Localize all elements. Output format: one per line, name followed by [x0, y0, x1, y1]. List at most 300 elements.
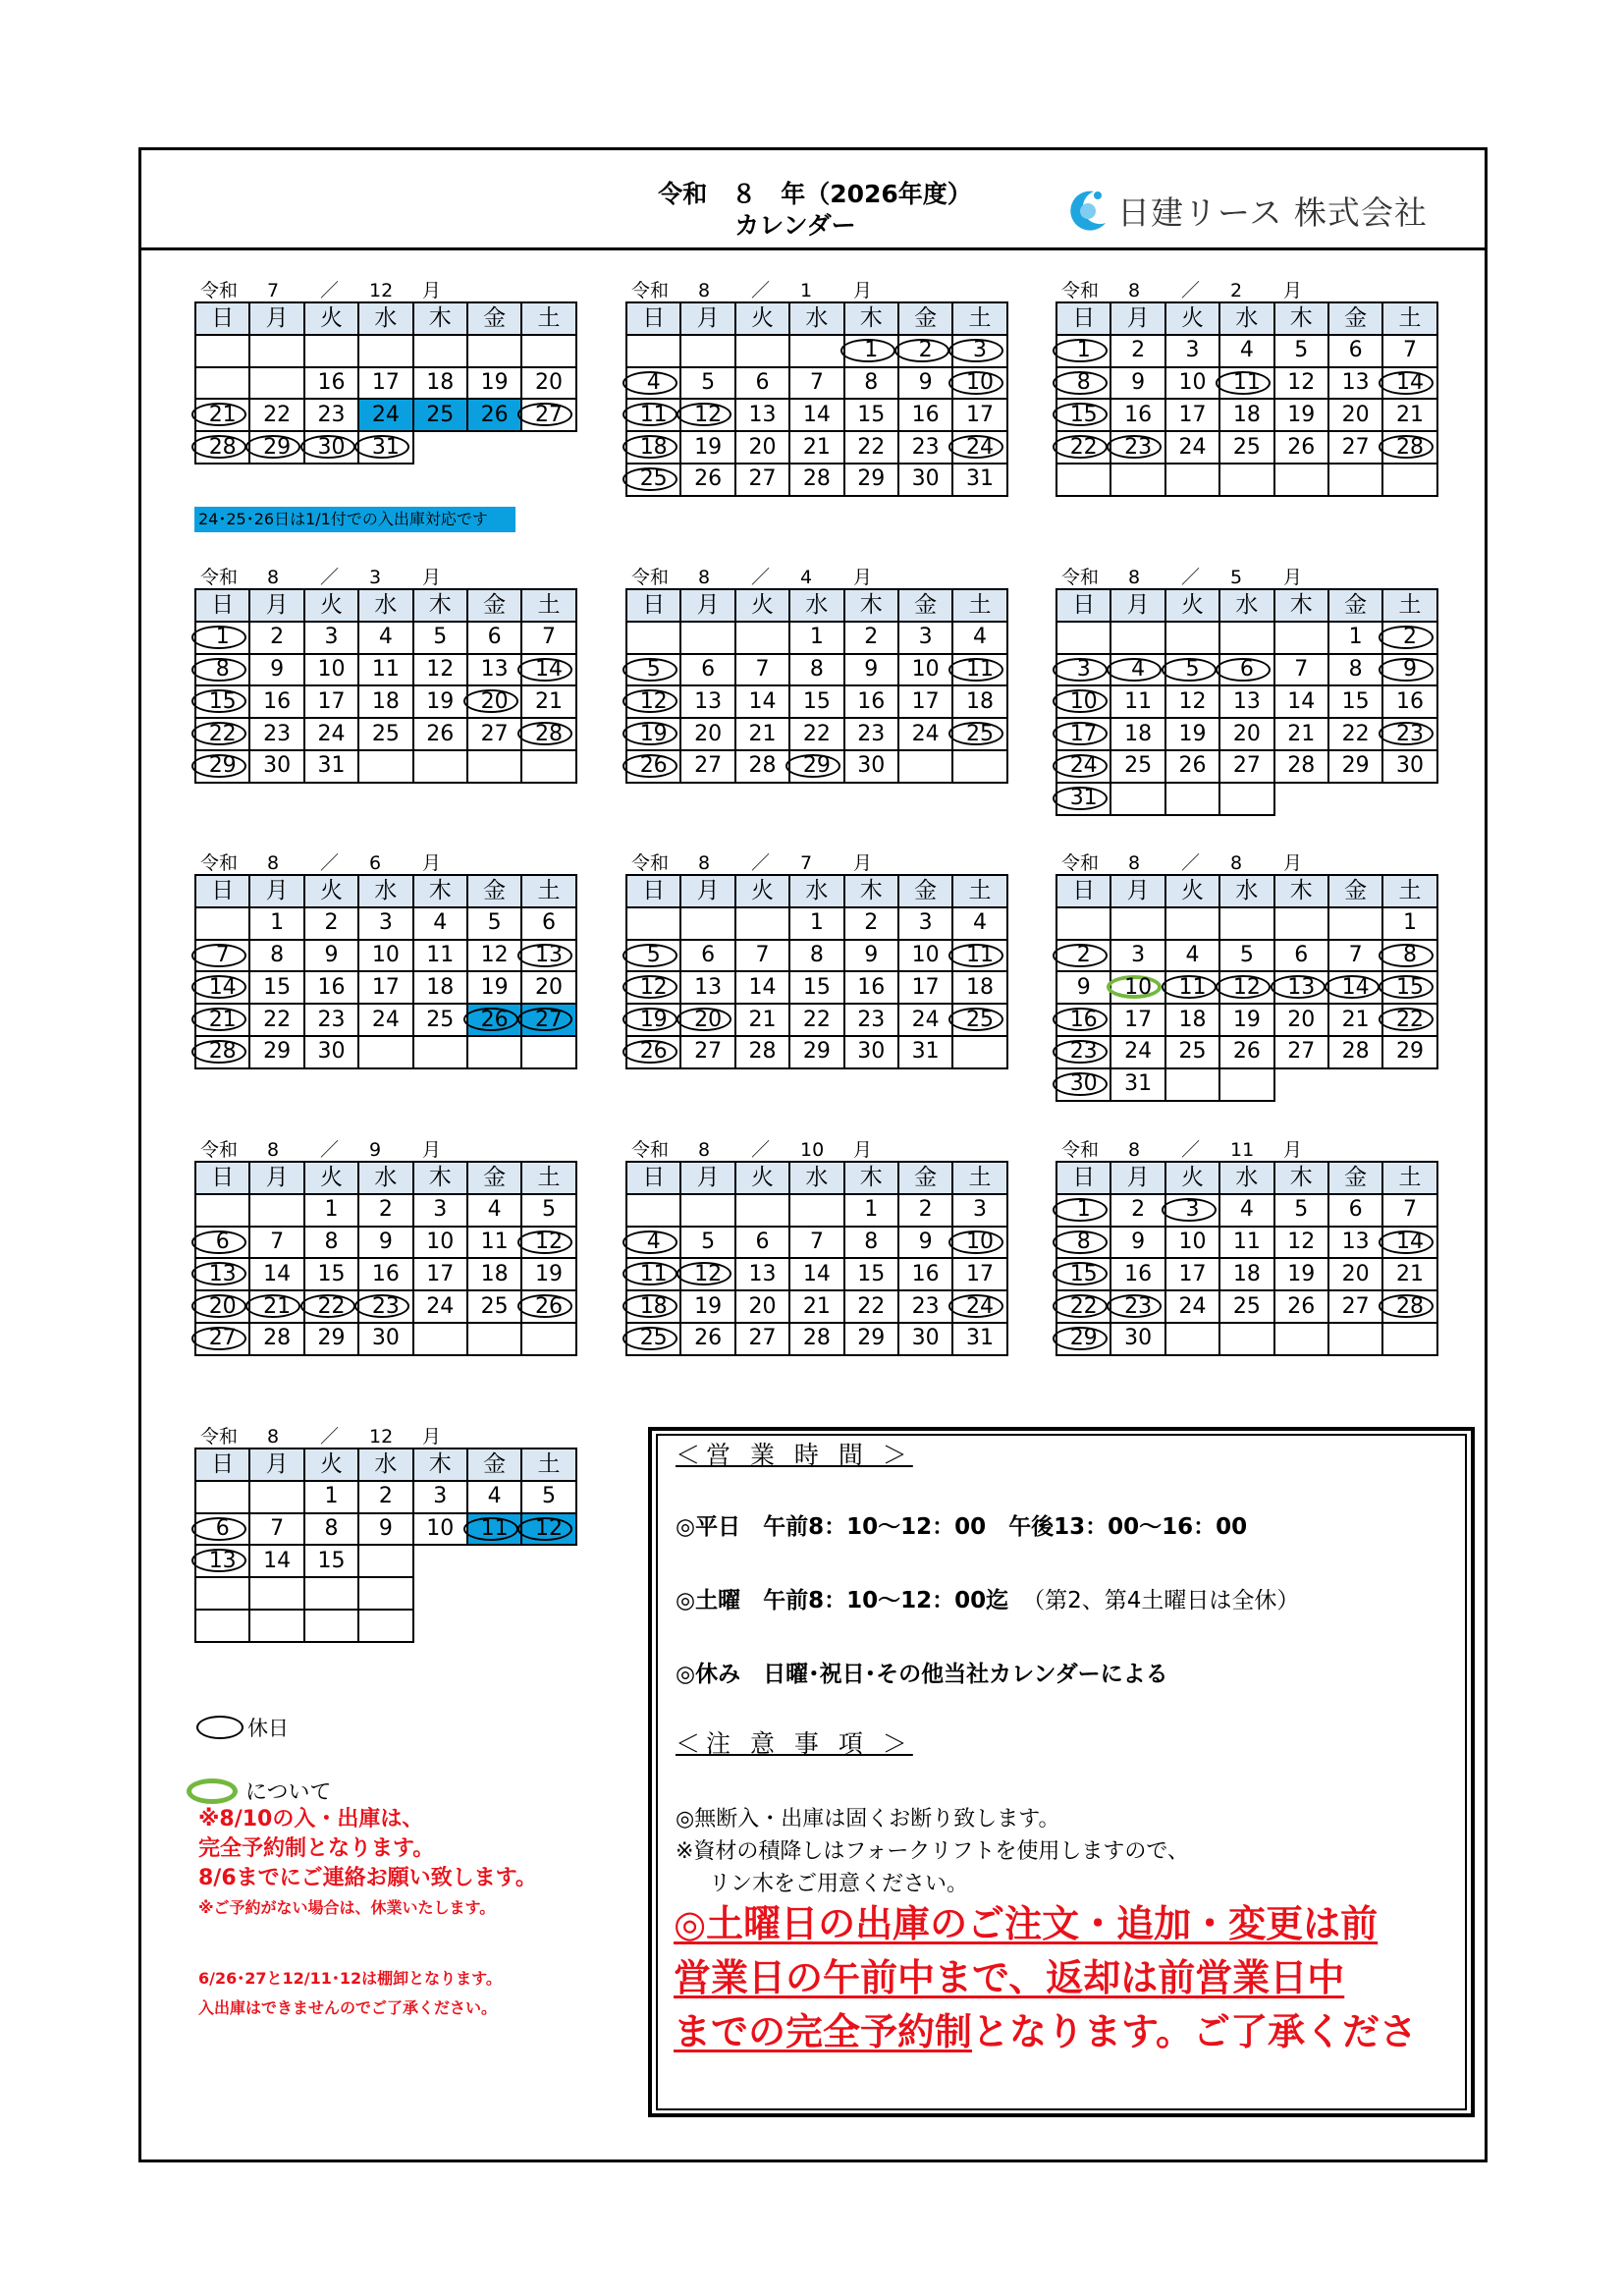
day-cell: [1382, 1290, 1436, 1323]
month-label-month: 6: [369, 852, 382, 874]
month-label-unit: 月: [422, 280, 442, 301]
day-cell: [735, 718, 789, 750]
day-cell: [898, 1227, 952, 1259]
day-number: 11: [639, 402, 668, 427]
day-number: 1: [324, 1197, 339, 1223]
weekday-header: 日: [195, 589, 249, 622]
weekday-header: 日: [626, 302, 680, 335]
day-cell: [413, 940, 467, 972]
day-number: 3: [973, 1197, 988, 1223]
day-cell: [304, 971, 358, 1004]
month-label-month: 3: [369, 567, 382, 588]
day-cell: [521, 940, 575, 972]
day-number: 25: [480, 1293, 509, 1319]
day-number: 8: [864, 1229, 879, 1254]
day-cell: [195, 335, 249, 367]
day-number: 19: [1287, 402, 1316, 427]
day-number: 2: [1403, 625, 1418, 650]
day-number: 26: [426, 721, 455, 746]
day-cell: [1328, 1227, 1382, 1259]
day-number: 19: [694, 434, 723, 460]
day-number: 5: [433, 625, 448, 650]
day-number: 17: [317, 688, 346, 714]
note-1: ◎無断入・出庫は固くお断り致します。: [676, 1807, 1060, 1831]
day-number: 18: [1232, 402, 1261, 427]
day-number: 22: [802, 1007, 831, 1032]
day-cell: [844, 335, 898, 367]
day-number: 14: [1396, 1229, 1425, 1254]
day-cell: [1110, 367, 1164, 400]
day-number: 27: [208, 1326, 237, 1351]
day-cell: [1110, 335, 1164, 367]
inventory-notes: [198, 1964, 630, 2023]
month-label: [625, 567, 1006, 588]
december-note: 24･25･26日は1/1付での入出庫対応です: [194, 507, 515, 532]
day-cell: [1219, 1258, 1273, 1290]
day-number: 15: [317, 1548, 346, 1573]
day-cell: [1219, 718, 1273, 750]
red-line-3b: となります。ご了承くださ: [972, 2010, 1417, 2053]
day-cell: [952, 1036, 1006, 1068]
day-number: 13: [748, 402, 777, 427]
day-number: 15: [208, 688, 237, 714]
month-label-year: 8: [267, 852, 280, 874]
day-number: 23: [263, 721, 292, 746]
day-number: 1: [1348, 625, 1363, 650]
day-cell: [249, 1004, 303, 1036]
day-number: 7: [809, 369, 824, 395]
month-label: [194, 852, 575, 874]
month-calendar: [625, 1139, 1006, 1356]
day-number: 17: [1178, 1261, 1207, 1286]
day-number: 11: [1124, 688, 1153, 714]
day-number: 9: [864, 942, 879, 967]
month-label-sep: ／: [751, 1139, 771, 1161]
day-cell: [898, 1258, 952, 1290]
month-calendar: [1056, 567, 1436, 816]
day-number: 12: [535, 1229, 564, 1254]
day-number: 19: [639, 1007, 668, 1032]
day-cell: [626, 718, 680, 750]
day-cell: [789, 750, 843, 783]
day-number: 23: [317, 1007, 346, 1032]
day-cell: [952, 335, 1006, 367]
day-number: 28: [802, 1326, 831, 1351]
day-cell: [521, 1004, 575, 1036]
day-cell: [1274, 1323, 1328, 1355]
day-number: 27: [480, 721, 509, 746]
weekday-header: 水: [789, 875, 843, 907]
day-cell: [735, 367, 789, 400]
month-label-sep: ／: [320, 1426, 340, 1448]
day-cell: [195, 971, 249, 1004]
day-cell: [304, 622, 358, 654]
day-number: 16: [317, 974, 346, 1000]
day-cell: [1328, 654, 1382, 686]
day-cell: [467, 685, 521, 718]
day-number: 13: [1287, 974, 1316, 1000]
weekday-header: 火: [1165, 875, 1219, 907]
day-number: 20: [748, 1293, 777, 1319]
day-cell: [1056, 1004, 1110, 1036]
weekday-header: 水: [358, 589, 412, 622]
day-number: 3: [1185, 338, 1200, 363]
day-cell: [1382, 971, 1436, 1004]
day-cell: [1274, 654, 1328, 686]
day-cell: [467, 1481, 521, 1513]
day-number: 17: [911, 688, 940, 714]
day-number: 5: [1239, 942, 1254, 967]
day-cell: [844, 750, 898, 783]
day-number: 9: [918, 1229, 933, 1254]
day-cell: [1274, 718, 1328, 750]
day-cell: [844, 1227, 898, 1259]
weekday-header: 日: [626, 875, 680, 907]
day-cell: [844, 907, 898, 940]
month-label-year: 8: [267, 1139, 280, 1161]
day-number: 14: [802, 402, 831, 427]
day-number: 29: [802, 753, 831, 779]
day-number: 12: [639, 688, 668, 714]
month-label-era: 令和: [1061, 1139, 1100, 1161]
day-cell: [898, 431, 952, 464]
day-cell: [249, 1323, 303, 1355]
day-number: 7: [542, 625, 557, 650]
weekday-header: 土: [521, 1162, 575, 1194]
weekday-header: 日: [1056, 302, 1110, 335]
day-cell: [521, 1577, 575, 1610]
day-cell: [898, 685, 952, 718]
day-cell: [1274, 750, 1328, 783]
day-cell: [626, 971, 680, 1004]
day-cell: [952, 750, 1006, 783]
day-number: 19: [1178, 721, 1207, 746]
day-cell: [249, 1227, 303, 1259]
day-cell: [521, 1258, 575, 1290]
day-number: 16: [317, 369, 346, 395]
day-cell: [358, 431, 412, 464]
day-cell: [735, 1258, 789, 1290]
day-number: 31: [966, 1326, 995, 1351]
day-number: 11: [426, 942, 455, 967]
day-number: 16: [911, 402, 940, 427]
day-cell: [735, 1036, 789, 1068]
day-number: 1: [864, 338, 879, 363]
day-cell: [1219, 940, 1273, 972]
day-number: 12: [1287, 1229, 1316, 1254]
day-cell: [304, 1610, 358, 1642]
day-number: 21: [802, 1293, 831, 1319]
day-number: 11: [1232, 1229, 1261, 1254]
day-cell: [735, 1290, 789, 1323]
month-calendar: [194, 1426, 575, 1643]
day-number: 23: [371, 1293, 400, 1319]
day-number: 18: [639, 434, 668, 460]
day-cell: [195, 1577, 249, 1610]
day-number: 30: [911, 1326, 940, 1351]
day-cell: [898, 335, 952, 367]
day-number: 30: [1396, 753, 1425, 779]
legend-green: [187, 1776, 332, 1806]
day-number: 16: [911, 1261, 940, 1286]
day-cell: [789, 1036, 843, 1068]
day-cell: [249, 1290, 303, 1323]
day-number: 3: [1076, 656, 1091, 682]
weekday-header: 木: [413, 1162, 467, 1194]
day-number: 16: [1124, 1261, 1153, 1286]
day-number: 5: [701, 1229, 716, 1254]
day-cell: [1056, 783, 1110, 815]
day-number: 16: [1396, 688, 1425, 714]
day-number: 20: [208, 1293, 237, 1319]
day-number: 4: [433, 910, 448, 936]
day-number: 29: [208, 753, 237, 779]
day-number: 1: [864, 1197, 879, 1223]
day-number: 23: [857, 721, 886, 746]
day-number: 16: [371, 1261, 400, 1286]
day-cell: [626, 1258, 680, 1290]
weekday-header: 月: [680, 875, 734, 907]
inventory-note-2: 入出庫はできませんのでご了承ください。: [198, 1998, 498, 2017]
day-number: 5: [542, 1197, 557, 1223]
day-number: 10: [966, 1229, 995, 1254]
hours-weekday: ◎平日 午前8：10～12：00 午後13：00～16：00: [676, 1514, 1248, 1540]
day-cell: [1056, 654, 1110, 686]
day-cell: [467, 335, 521, 367]
month-label-year: 8: [698, 280, 711, 301]
weekday-header: 木: [413, 875, 467, 907]
day-cell: [1056, 940, 1110, 972]
day-cell: [1056, 1036, 1110, 1068]
day-number: 19: [1232, 1007, 1261, 1032]
day-cell: [521, 431, 575, 464]
day-cell: [467, 1004, 521, 1036]
day-number: 25: [1232, 1293, 1261, 1319]
day-number: 4: [646, 369, 661, 395]
day-number: 4: [1131, 656, 1146, 682]
day-number: 20: [694, 1007, 723, 1032]
month-label-year: 8: [698, 567, 711, 588]
day-number: 10: [911, 656, 940, 682]
day-number: 29: [1396, 1039, 1425, 1065]
day-number: 8: [1076, 369, 1091, 395]
day-cell: [1382, 685, 1436, 718]
day-cell: [789, 1194, 843, 1227]
day-cell: [413, 367, 467, 400]
day-cell: [249, 1258, 303, 1290]
day-cell: [249, 1036, 303, 1068]
day-cell: [1056, 1258, 1110, 1290]
month-table: [194, 301, 577, 465]
weekday-header: 月: [680, 302, 734, 335]
day-cell: [249, 622, 303, 654]
day-number: 27: [1287, 1039, 1316, 1065]
day-cell: [1110, 1227, 1164, 1259]
day-cell: [1328, 464, 1382, 496]
day-cell: [1328, 622, 1382, 654]
day-cell: [358, 622, 412, 654]
day-cell: [1274, 464, 1328, 496]
day-number: 20: [535, 974, 564, 1000]
day-cell: [680, 1258, 734, 1290]
day-number: 10: [317, 656, 346, 682]
weekday-header: 月: [1110, 875, 1164, 907]
day-cell: [735, 1227, 789, 1259]
day-number: 21: [748, 721, 777, 746]
day-cell: [952, 1227, 1006, 1259]
day-number: 26: [1287, 434, 1316, 460]
weekday-header: 水: [358, 1162, 412, 1194]
day-cell: [249, 750, 303, 783]
day-number: 6: [215, 1229, 230, 1254]
weekday-header: 土: [521, 1449, 575, 1481]
day-number: 28: [208, 1039, 237, 1065]
day-cell: [358, 718, 412, 750]
month-label: [1056, 280, 1436, 301]
day-cell: [898, 971, 952, 1004]
day-cell: [626, 940, 680, 972]
day-cell: [1056, 1290, 1110, 1323]
day-cell: [413, 907, 467, 940]
day-number: 21: [1287, 721, 1316, 746]
day-number: 19: [639, 721, 668, 746]
day-number: 23: [911, 434, 940, 460]
day-cell: [358, 1227, 412, 1259]
day-number: 30: [263, 753, 292, 779]
day-cell: [1110, 940, 1164, 972]
day-number: 13: [694, 688, 723, 714]
day-cell: [1056, 750, 1110, 783]
day-number: 14: [1287, 688, 1316, 714]
day-number: 2: [864, 910, 879, 936]
month-label-month: 10: [800, 1139, 825, 1161]
day-cell: [1165, 940, 1219, 972]
month-label: [194, 280, 575, 301]
day-cell: [358, 1258, 412, 1290]
month-table: [1056, 301, 1438, 497]
day-number: 18: [1124, 721, 1153, 746]
day-number: 15: [1069, 402, 1098, 427]
weekday-header: 金: [467, 875, 521, 907]
month-label-unit: 月: [1283, 852, 1303, 874]
day-cell: [952, 940, 1006, 972]
day-number: 16: [857, 688, 886, 714]
month-label-era: 令和: [1061, 567, 1100, 588]
day-number: 17: [911, 974, 940, 1000]
day-number: 26: [480, 1007, 509, 1032]
day-cell: [1056, 685, 1110, 718]
day-cell: [735, 1323, 789, 1355]
day-cell: [1219, 654, 1273, 686]
month-calendar: [194, 567, 575, 784]
day-cell: [304, 399, 358, 431]
month-label-era: 令和: [631, 567, 670, 588]
day-cell: [195, 1227, 249, 1259]
hours-holiday: ◎休み 日曜･祝日･その他当社カレンダーによる: [676, 1662, 1168, 1687]
day-number: 4: [1185, 942, 1200, 967]
day-number: 10: [426, 1515, 455, 1541]
day-cell: [1382, 750, 1436, 783]
weekday-header: 金: [1328, 589, 1382, 622]
day-number: 6: [1239, 656, 1254, 682]
day-cell: [413, 1004, 467, 1036]
weekday-header: 木: [844, 589, 898, 622]
day-number: 10: [1178, 369, 1207, 395]
weekday-header: 金: [1328, 1162, 1382, 1194]
day-cell: [1274, 940, 1328, 972]
day-cell: [735, 907, 789, 940]
weekday-header: 月: [249, 875, 303, 907]
day-number: 1: [324, 1484, 339, 1509]
day-number: 8: [270, 942, 285, 967]
weekday-header: 金: [898, 589, 952, 622]
day-number: 15: [857, 402, 886, 427]
day-number: 29: [857, 1326, 886, 1351]
day-number: 22: [1069, 1293, 1098, 1319]
day-number: 8: [324, 1515, 339, 1541]
day-number: 10: [1069, 688, 1098, 714]
day-number: 12: [639, 974, 668, 1000]
day-cell: [1274, 367, 1328, 400]
day-number: 29: [263, 434, 292, 460]
day-number: 2: [918, 1197, 933, 1223]
day-cell: [626, 1194, 680, 1227]
day-cell: [898, 622, 952, 654]
day-cell: [521, 1323, 575, 1355]
weekday-header: 日: [1056, 1162, 1110, 1194]
day-cell: [952, 464, 1006, 496]
day-cell: [413, 971, 467, 1004]
day-cell: [249, 335, 303, 367]
inventory-note-1: 6/26･27と12/11･12は棚卸となります。: [198, 1969, 502, 1988]
day-cell: [467, 750, 521, 783]
day-number: 15: [263, 974, 292, 1000]
day-cell: [358, 907, 412, 940]
day-cell: [1328, 367, 1382, 400]
day-cell: [358, 1577, 412, 1610]
day-cell: [898, 718, 952, 750]
day-cell: [1219, 1004, 1273, 1036]
day-cell: [1219, 399, 1273, 431]
day-number: 1: [270, 910, 285, 936]
weekday-header: 金: [467, 589, 521, 622]
weekday-header: 木: [413, 1449, 467, 1481]
day-number: 2: [864, 625, 879, 650]
day-number: 22: [857, 434, 886, 460]
day-number: 2: [324, 910, 339, 936]
month-table: [194, 1448, 577, 1643]
day-cell: [1382, 654, 1436, 686]
day-cell: [1219, 1036, 1273, 1068]
day-number: 23: [1124, 1293, 1153, 1319]
day-cell: [1382, 783, 1436, 815]
day-cell: [195, 1194, 249, 1227]
weekday-header: 木: [1274, 302, 1328, 335]
month-calendar: [1056, 852, 1436, 1102]
weekday-header: 土: [952, 1162, 1006, 1194]
weekday-header: 月: [249, 302, 303, 335]
day-cell: [1110, 1068, 1164, 1101]
day-number: 23: [911, 1293, 940, 1319]
day-cell: [898, 750, 952, 783]
day-cell: [952, 971, 1006, 1004]
day-cell: [1056, 622, 1110, 654]
day-cell: [844, 685, 898, 718]
day-number: 20: [694, 721, 723, 746]
day-cell: [844, 1258, 898, 1290]
day-number: 17: [371, 369, 400, 395]
day-number: 26: [694, 466, 723, 492]
